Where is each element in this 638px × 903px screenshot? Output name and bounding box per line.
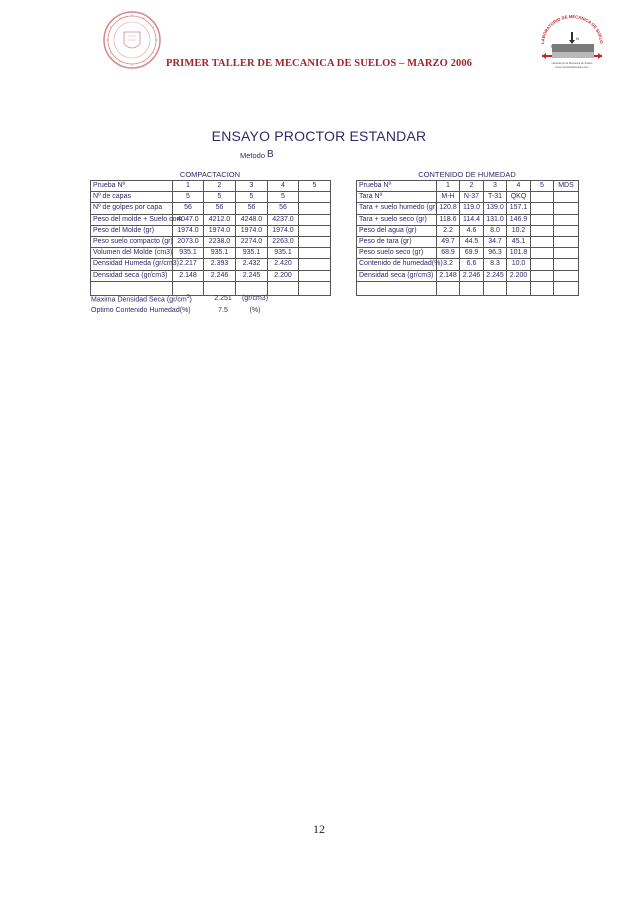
value-cell: 5	[299, 181, 331, 192]
value-cell: 2.217	[173, 259, 204, 270]
blank-cell	[484, 281, 507, 295]
value-cell: 8.0	[484, 225, 507, 236]
value-cell: 2.245	[484, 270, 507, 281]
blank-cell	[236, 281, 268, 295]
value-cell: 2.148	[173, 270, 204, 281]
value-cell: 101.8	[507, 248, 531, 259]
value-cell	[299, 248, 331, 259]
value-cell: 4	[507, 181, 531, 192]
table-row	[357, 270, 579, 281]
value-cell: 96.3	[484, 248, 507, 259]
value-cell: 114.4	[460, 214, 484, 225]
value-cell: 3	[236, 181, 268, 192]
value-cell: 2.393	[204, 259, 236, 270]
value-cell	[531, 203, 554, 214]
value-cell	[299, 225, 331, 236]
compaction-section-title: COMPACTACION	[179, 170, 241, 179]
value-cell: 5	[204, 192, 236, 203]
optimum-moisture-value: 7.5	[218, 307, 228, 314]
value-cell: 4047.0	[173, 214, 204, 225]
value-cell: 2.200	[507, 270, 531, 281]
table-row	[91, 192, 331, 203]
value-cell: 5	[531, 181, 554, 192]
value-cell: 56	[268, 203, 299, 214]
value-cell	[554, 214, 579, 225]
lab-logo-letter-n: N	[576, 36, 579, 41]
value-cell: 2274.0	[236, 236, 268, 247]
optimum-moisture-label: Optimo Contenido Humedad(%)	[91, 307, 191, 314]
max-dry-density-label-sup: 3	[186, 294, 190, 300]
value-cell	[554, 203, 579, 214]
table-header-row	[91, 181, 331, 192]
value-cell: 5	[236, 192, 268, 203]
compaction-table	[90, 180, 331, 296]
value-cell: 3	[484, 181, 507, 192]
row-label-cell: Peso de tara (gr)	[357, 236, 437, 247]
row-label-cell: Peso suelo seco (gr)	[357, 248, 437, 259]
blank-cell	[299, 281, 331, 295]
value-cell: 2.420	[268, 259, 299, 270]
table-row	[91, 259, 331, 270]
value-cell: 68.9	[437, 248, 460, 259]
table-row	[91, 248, 331, 259]
row-label-cell: Peso del agua (gr)	[357, 225, 437, 236]
value-cell	[299, 214, 331, 225]
value-cell: 1	[437, 181, 460, 192]
value-cell	[531, 225, 554, 236]
page-header-title: PRIMER TALLER DE MECANICA DE SUELOS – MARZO 2006	[165, 58, 473, 69]
value-cell: 10.2	[507, 225, 531, 236]
value-cell: 935.1	[236, 248, 268, 259]
value-cell: 2238.0	[204, 236, 236, 247]
value-cell	[531, 248, 554, 259]
value-cell: N-37	[460, 192, 484, 203]
value-cell	[299, 203, 331, 214]
table-row	[357, 225, 579, 236]
value-cell: T-31	[484, 192, 507, 203]
row-label-cell: Prueba Nº	[91, 181, 173, 192]
max-dry-density-label-end: )	[189, 296, 192, 304]
value-cell: 2.432	[236, 259, 268, 270]
value-cell: 2.200	[268, 270, 299, 281]
optimum-moisture-unit: (%)	[249, 307, 261, 314]
value-cell: 8.3	[484, 259, 507, 270]
blank-cell	[460, 281, 484, 295]
blank-cell	[507, 281, 531, 295]
value-cell: 2.246	[460, 270, 484, 281]
value-cell: 2	[460, 181, 484, 192]
value-cell: 935.1	[204, 248, 236, 259]
value-cell: 146.9	[507, 214, 531, 225]
table-row	[91, 225, 331, 236]
value-cell	[531, 270, 554, 281]
table-row	[91, 203, 331, 214]
blank-cell	[554, 281, 579, 295]
value-cell	[554, 248, 579, 259]
value-cell: 4	[268, 181, 299, 192]
moisture-table	[356, 180, 579, 296]
row-label-cell: Densidad seca (gr/cm3)	[91, 270, 173, 281]
value-cell	[554, 192, 579, 203]
lab-logo-caption-1: Laboratorio de Mecánica de Suelos	[551, 62, 593, 65]
max-dry-density-value: 2.251	[214, 295, 232, 302]
row-label-cell: Nº de golpes por capa	[91, 203, 173, 214]
value-cell	[299, 259, 331, 270]
blank-cell	[357, 281, 437, 295]
page-number: 12	[313, 822, 325, 836]
value-cell: 4237.0	[268, 214, 299, 225]
value-cell	[554, 259, 579, 270]
value-cell: QKQ	[507, 192, 531, 203]
value-cell: 1	[173, 181, 204, 192]
value-cell: 2.2	[437, 225, 460, 236]
value-cell: MDS	[554, 181, 579, 192]
moisture-section-title: CONTENIDO DE HUMEDAD	[418, 170, 516, 179]
value-cell: 56	[173, 203, 204, 214]
row-label-cell: Peso suelo compacto (gr)	[91, 236, 173, 247]
value-cell: 157.1	[507, 203, 531, 214]
value-cell: 935.1	[173, 248, 204, 259]
value-cell: 119.0	[460, 203, 484, 214]
method-label: Metodo	[240, 151, 266, 160]
value-cell: 6.6	[460, 259, 484, 270]
value-cell	[299, 236, 331, 247]
value-cell	[531, 214, 554, 225]
row-label-cell: Densidad Humeda (gr/cm3)	[91, 259, 173, 270]
table-row	[91, 236, 331, 247]
row-label-cell: Peso del Molde (gr)	[91, 225, 173, 236]
row-label-cell: Tara Nº	[357, 192, 437, 203]
value-cell: 935.1	[268, 248, 299, 259]
value-cell: 131.0	[484, 214, 507, 225]
table-row	[357, 192, 579, 203]
blank-cell	[437, 281, 460, 295]
table-row	[357, 214, 579, 225]
row-label-cell: Densidad seca (gr/cm3)	[357, 270, 437, 281]
table-row	[357, 248, 579, 259]
value-cell	[531, 236, 554, 247]
table-row	[357, 203, 579, 214]
value-cell: 49.7	[437, 236, 460, 247]
row-label-cell: Prueba Nº	[357, 181, 437, 192]
row-label-cell: Contenido de humedad(%)	[357, 259, 437, 270]
value-cell: 4248.0	[236, 214, 268, 225]
value-cell	[299, 270, 331, 281]
value-cell: 3.2	[437, 259, 460, 270]
value-cell: 2	[204, 181, 236, 192]
value-cell: 1974.0	[173, 225, 204, 236]
table-row	[357, 236, 579, 247]
value-cell	[554, 225, 579, 236]
value-cell: 69.9	[460, 248, 484, 259]
value-cell: 1974.0	[236, 225, 268, 236]
row-label-cell: Volumen del Molde (cm3)	[91, 248, 173, 259]
value-cell: 2.148	[437, 270, 460, 281]
value-cell: 2.245	[236, 270, 268, 281]
table-row	[357, 259, 579, 270]
value-cell: 2263.0	[268, 236, 299, 247]
value-cell	[299, 192, 331, 203]
value-cell: 34.7	[484, 236, 507, 247]
value-cell	[531, 192, 554, 203]
value-cell: 10.0	[507, 259, 531, 270]
max-dry-density-unit: (gr/cm3)	[241, 295, 269, 302]
value-cell: 139.0	[484, 203, 507, 214]
value-cell: M-H	[437, 192, 460, 203]
value-cell	[554, 236, 579, 247]
row-label-cell: Nº de capas	[91, 192, 173, 203]
lab-logo-caption-2: www.mecanicadesuelos.com	[555, 66, 589, 69]
row-label-cell: Peso del molde + Suelo com	[91, 214, 173, 225]
value-cell: 56	[236, 203, 268, 214]
value-cell: 1974.0	[204, 225, 236, 236]
value-cell: 56	[204, 203, 236, 214]
table-row	[91, 214, 331, 225]
lab-logo-letter-t: T	[550, 44, 553, 49]
lab-logo-arc-text: LABORATORIO DE MECANICA DE SUELO	[539, 14, 605, 45]
table-row	[91, 270, 331, 281]
blank-cell	[531, 281, 554, 295]
value-cell: 4.6	[460, 225, 484, 236]
value-cell: 1974.0	[268, 225, 299, 236]
max-dry-density-label-text: Maxima Densidad Seca (gr/cm	[91, 296, 187, 304]
row-label-cell: Tara + suelo seco (gr)	[357, 214, 437, 225]
value-cell	[554, 270, 579, 281]
value-cell: 2073.0	[173, 236, 204, 247]
table-header-row	[357, 181, 579, 192]
max-dry-density-label	[91, 294, 192, 303]
value-cell: 45.1	[507, 236, 531, 247]
value-cell: 4212.0	[204, 214, 236, 225]
blank-cell	[268, 281, 299, 295]
blank-cell	[204, 281, 236, 295]
method-value: B	[267, 149, 274, 160]
value-cell: 44.5	[460, 236, 484, 247]
report-title: ENSAYO PROCTOR ESTANDAR	[211, 128, 427, 144]
row-label-cell: Tara + suelo humedo (gr)	[357, 203, 437, 214]
value-cell: 120.8	[437, 203, 460, 214]
value-cell: 5	[268, 192, 299, 203]
blank-row	[357, 281, 579, 295]
value-cell: 2.246	[204, 270, 236, 281]
value-cell: 5	[173, 192, 204, 203]
value-cell	[531, 259, 554, 270]
value-cell: 118.6	[437, 214, 460, 225]
